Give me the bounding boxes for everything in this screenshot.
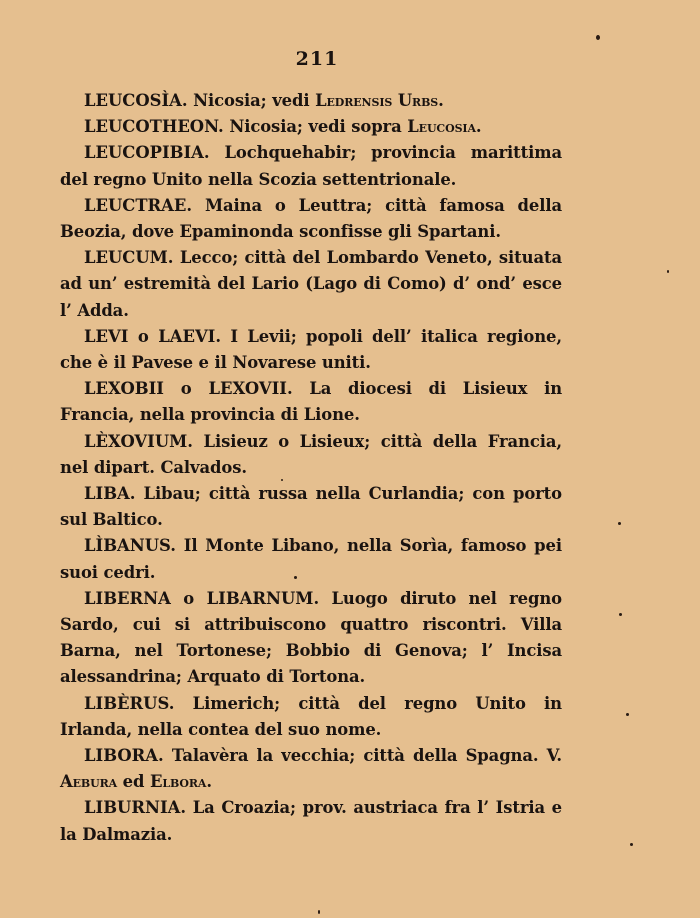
print-speck (626, 713, 629, 716)
entry (60, 324, 562, 376)
entry-text: Libau; città russa nella Curlandia; con porto sul Baltico. (60, 484, 562, 530)
entry-text: Nicosia; vedi sopra (223, 117, 408, 137)
entry-text: La Croazia; prov. austriaca fra l’ Istria e la Dalmazia. (60, 798, 562, 844)
entry-text: Lecco; città del Lombardo Veneto, situata ad un’ estremità del Lario (Lago di Como) d’ ond’ esce l’ Adda. (60, 248, 562, 320)
gazetteer-entries (60, 88, 562, 848)
entry-cross-reference: Aebura (60, 772, 118, 792)
entry-cross-reference: Elbora (149, 772, 207, 792)
entry-text: . (438, 91, 444, 110)
entry (60, 533, 562, 585)
print-speck (618, 522, 621, 525)
entry-text: Lisieuz o Lisieux; città della Francia, nel dipart. Calvados. (60, 431, 562, 477)
entry (60, 245, 562, 324)
entry-headword: LEXOBII o LEXOVII. (84, 379, 293, 399)
entry-headword: LEUCUM. (84, 248, 174, 268)
entry-cross-reference: Leucosia (407, 117, 476, 137)
entry-text: . (206, 772, 212, 792)
entry-headword: LEUCOPIBIA. (84, 143, 210, 163)
entry-text: Il Monte Libano, nella Sorìa, famoso pei suoi cedri. (60, 536, 562, 582)
entry-headword: LEUCOSÌA. (84, 91, 188, 110)
entry (60, 691, 562, 743)
print-speck (596, 35, 600, 40)
print-speck (630, 843, 633, 846)
print-speck (667, 270, 669, 273)
entry-text: Nicosia; vedi (187, 91, 316, 110)
entry (60, 193, 562, 245)
entry-text: Limerich; città del regno Unito in Irlanda, nella contea del suo nome. (60, 693, 562, 739)
entry-headword: LÈXOVIUM. (84, 431, 193, 451)
print-speck (318, 910, 320, 914)
entry-headword: LIBA. (84, 484, 136, 504)
entry-headword: LIBÈRUS. (84, 693, 175, 713)
entry (60, 795, 562, 847)
entry-headword: LÌBANUS. (84, 536, 176, 556)
entry (60, 140, 562, 192)
entry-text: . (475, 117, 482, 137)
entry-headword: LEUCTRAE. (84, 195, 193, 215)
print-speck (294, 576, 297, 579)
entry-headword: LIBERNA o LIBARNUM. (84, 588, 320, 608)
entry (60, 743, 562, 795)
entry-text: Luogo diruto nel regno Sardo, cui si attribuiscono quattro riscontri. Villa Barna, nel Tortonese; Bobbio di Genova; l’ Incisa alessandrina; Arquato di Tortona. (60, 588, 563, 687)
print-speck (281, 479, 283, 481)
entry-headword: LIBORA. (84, 746, 164, 766)
book-page (60, 48, 562, 848)
entry-text: Talavèra la vecchia; città della Spagna. V. (163, 746, 562, 766)
entry-text: I Levii; popoli dell’ italica regione, che è il Pavese e il Novarese uniti. (60, 326, 562, 373)
entry (60, 376, 562, 428)
entry (60, 586, 562, 691)
entry (60, 429, 562, 481)
entry (60, 88, 562, 114)
print-speck (619, 613, 622, 616)
entry-headword: LEUCOTHEON. (84, 117, 224, 137)
entry-text: Maina o Leuttra; città famosa della Beozia, dove Epaminonda sconfisse gli Spartani. (60, 195, 562, 242)
entry-text: Lochquehabir; provincia marittima del regno Unito nella Scozia settentrionale. (60, 143, 562, 189)
entry-text: ed (117, 772, 150, 792)
entry (60, 114, 562, 140)
entry (60, 481, 562, 533)
entry-headword: LIBURNIA. (84, 798, 187, 818)
page-number: 211 (295, 48, 339, 70)
entry-cross-reference: Ledrensis Urbs (315, 91, 439, 110)
entry-headword: LEVI o LAEVI. (84, 326, 222, 346)
entry-text: La diocesi di Lisieux in Francia, nella provincia di Lione. (60, 379, 563, 425)
